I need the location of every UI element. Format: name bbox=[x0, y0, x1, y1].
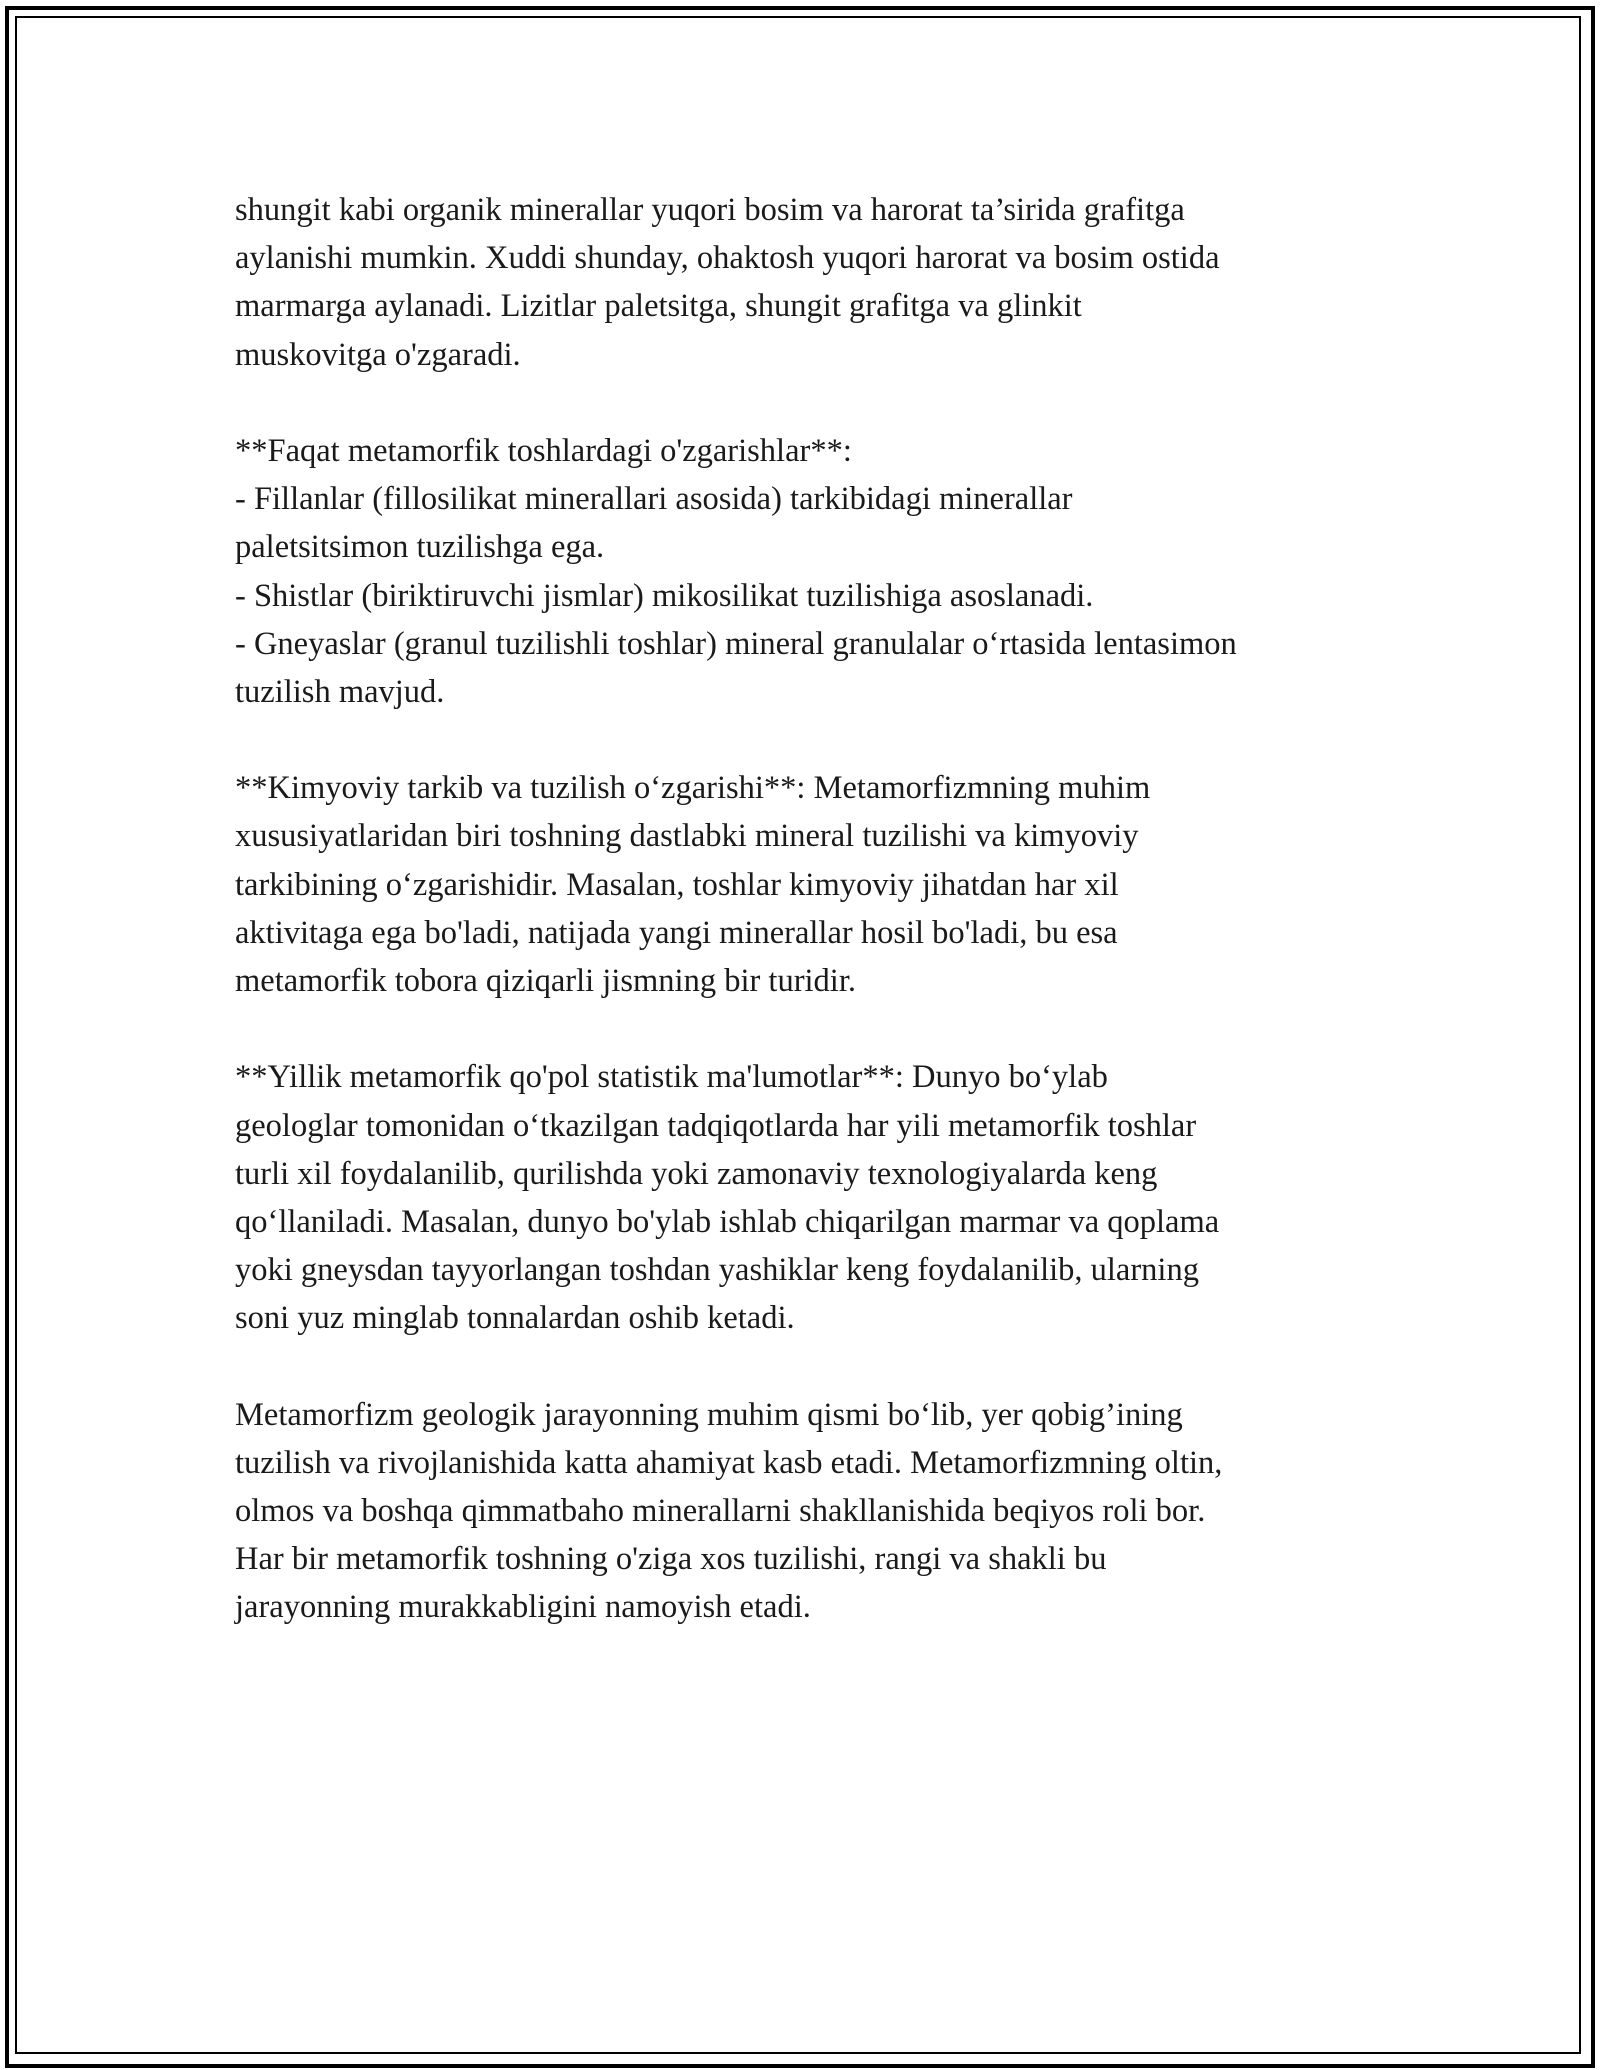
text-line: yoki gneysdan tayyorlangan toshdan yashiklar keng foydalanilib, ularning bbox=[235, 1252, 1199, 1289]
text-line: soni yuz minglab tonnalardan oshib ketadi. bbox=[235, 1300, 795, 1337]
paragraph-conclusion bbox=[235, 1391, 1395, 1632]
text-line: Metamorfizm geologik jarayonning muhim qismi bo‘lib, yer qobig’ining bbox=[235, 1396, 1183, 1433]
text-line: aktivitaga ega bo'ladi, natijada yangi minerallar hosil bo'ladi, bu esa bbox=[235, 914, 1118, 951]
text-line: geologlar tomonidan o‘tkazilgan tadqiqotlarda har yili metamorfik toshlar bbox=[235, 1107, 1197, 1144]
text-line: Har bir metamorfik toshning o'ziga xos tuzilishi, rangi va shakli bu bbox=[235, 1541, 1107, 1578]
text-line: xususiyatlaridan biri toshning dastlabki mineral tuzilishi va kimyoviy bbox=[235, 818, 1139, 855]
text-line: tuzilish va rivojlanishida katta ahamiyat kasb etadi. Metamorfizmning oltin, bbox=[235, 1444, 1223, 1481]
text-line: marmarga aylanadi. Lizitlar paletsitga, shungit grafitga va glinkit bbox=[235, 288, 1082, 325]
text-line: aylanishi mumkin. Xuddi shunday, ohaktosh yuqori harorat va bosim ostida bbox=[235, 240, 1220, 277]
text-line: metamorfik tobora qiziqarli jismning bir turidir. bbox=[235, 963, 856, 999]
paragraph-annual-statistics bbox=[235, 1053, 1395, 1342]
text-line: tarkibining o‘zgarishidir. Masalan, toshlar kimyoviy jihatdan har xil bbox=[235, 866, 1119, 903]
text-line: shungit kabi organik minerallar yuqori bosim va harorat ta’sirida grafitga bbox=[235, 192, 1185, 228]
paragraph-chemical-composition bbox=[235, 764, 1395, 1005]
text-line: turli xil foydalanilib, qurilishda yoki zamonaviy texnologiyalarda keng bbox=[235, 1155, 1158, 1192]
list-item-line: - Gneyaslar (granul tuzilishli toshlar) mineral granulalar o‘rtasida lentasimon bbox=[235, 625, 1237, 662]
paragraph-gap bbox=[235, 1343, 1395, 1391]
section-heading-line: **Faqat metamorfik toshlardagi o'zgarishlar**: bbox=[235, 432, 852, 469]
text-line: olmos va boshqa qimmatbaho minerallarni shakllanishida beqiyos roli bor. bbox=[235, 1493, 1206, 1530]
section-heading-line: **Yillik metamorfik qo'pol statistik ma'lumotlar**: Dunyo bo‘ylab bbox=[235, 1059, 1108, 1096]
text-line: jarayonning murakkabligini namoyish etadi. bbox=[235, 1589, 811, 1626]
list-item-line: - Fillanlar (fillosilikat minerallari asosida) tarkibidagi minerallar bbox=[235, 481, 1073, 518]
document-body bbox=[235, 186, 1395, 1632]
list-item-line: - Shistlar (biriktiruvchi jismlar) mikosilikat tuzilishiga asoslanadi. bbox=[235, 577, 1094, 614]
paragraph-gap bbox=[235, 379, 1395, 427]
paragraph-graphite-marble bbox=[235, 186, 1395, 379]
text-line: paletsitsimon tuzilishga ega. bbox=[235, 529, 605, 566]
text-line: qo‘llaniladi. Masalan, dunyo bo'ylab ishlab chiqarilgan marmar va qoplama bbox=[235, 1203, 1220, 1240]
text-line: tuzilish mavjud. bbox=[235, 673, 445, 710]
paragraph-gap bbox=[235, 1005, 1395, 1053]
paragraph-gap bbox=[235, 716, 1395, 764]
section-heading-line: **Kimyoviy tarkib va tuzilish o‘zgarishi**: Metamorfizmning muhim bbox=[235, 770, 1151, 807]
text-line: muskovitga o'zgaradi. bbox=[235, 336, 521, 373]
paragraph-metamorphic-changes bbox=[235, 427, 1395, 716]
